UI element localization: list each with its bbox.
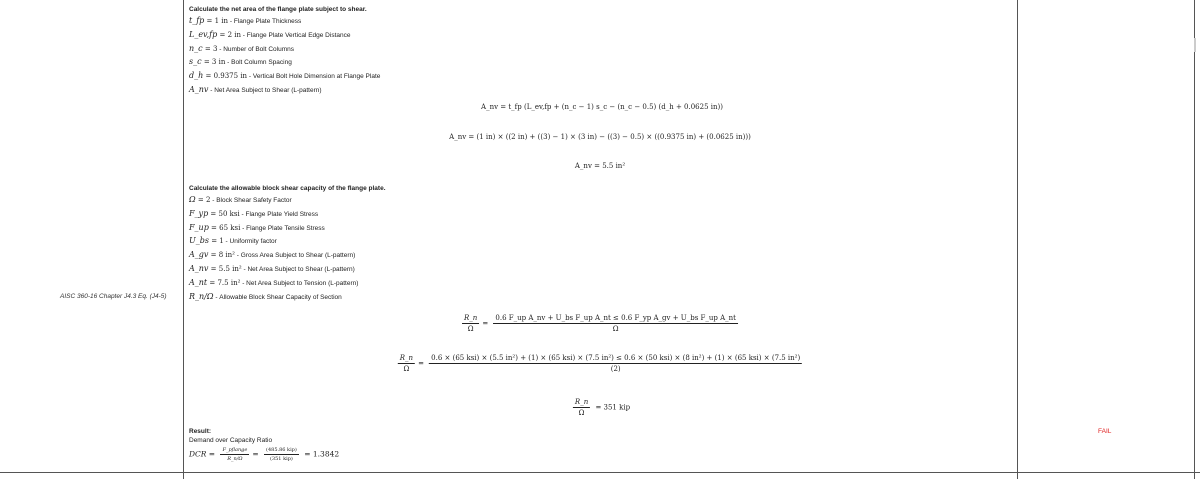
variable-description: - Allowable Block Shear Capacity of Section — [213, 293, 342, 301]
variable-description: - Flange Plate Thickness — [228, 18, 302, 25]
variable-description: - Flange Plate Yield Stress — [239, 210, 319, 218]
variable-row — [189, 84, 1019, 98]
variable-symbol: F_up — [189, 222, 209, 232]
variable-row — [189, 249, 386, 263]
variable-description: - Block Shear Safety Factor — [210, 197, 292, 204]
fraction-numerator: 0.6 F_up A_nv + U_bs F_up A_nt ≤ 0.6 F_yp A_gv + U_bs F_up A_nt — [495, 314, 736, 322]
fraction-numerator: (485.86 kip) — [266, 447, 297, 453]
equation: $\frac{R\_n}{\Omega}$ = 0.6 × (65 ksi) × (5.5 in²) + (1) × (65 ksi) × (7.5 in²) ≤ 0.6 × (50 ksi) × (8 in²) + (1) × (65 ksi) × (7.5 in²) (2) — [399, 354, 801, 373]
variable-row — [189, 235, 386, 249]
fraction-denominator: (351 kip) — [269, 456, 293, 462]
section-2 — [189, 185, 386, 304]
variable-row — [189, 208, 386, 222]
result-label: Result: — [189, 428, 212, 435]
fraction-numerator: F_pflange — [222, 447, 248, 453]
column-divider — [1194, 0, 1195, 479]
result-description: Demand over Capacity Ratio — [189, 437, 273, 444]
variable-description: - Bolt Column Spacing — [225, 59, 292, 67]
scrollbar[interactable] — [1194, 38, 1196, 52]
column-divider — [183, 0, 184, 479]
variable-symbol: n_c — [189, 43, 203, 53]
dcr-label: DCR = — [189, 449, 216, 459]
dcr-equation: DCR = $\frac{\text{F\_pflange}}{R\_n/\Omega}$ = $\frac{\text{(485.86 kip)}}{\text{(351 kip)}}$ = 1.3842 — [189, 447, 340, 462]
variable-value: = 2 in — [217, 30, 241, 39]
fraction-numerator: R_n — [464, 314, 478, 322]
fraction-numerator: R_n — [574, 398, 589, 406]
variable-description: - Uniformity factor — [223, 238, 277, 246]
fraction-denominator: Ω — [467, 325, 474, 333]
fraction-numerator: 0.6 × (65 ksi) × (5.5 in²) + (1) × (65 ksi) × (7.5 in²) ≤ 0.6 × (50 ksi) × (8 in²) + (1) × (65 ksi) × (7.5 in²) — [431, 354, 801, 362]
variable-symbol: A_nt — [189, 277, 208, 287]
status-badge: FAIL — [1098, 428, 1112, 435]
variable-symbol: A_nv — [189, 263, 209, 273]
variable-row — [189, 263, 386, 277]
variable-row — [189, 43, 1019, 57]
variable-symbol: d_h — [189, 71, 204, 81]
variable-symbol: t_fp — [189, 16, 205, 25]
fraction-numerator: R_n — [399, 354, 414, 362]
variable-value: = 65 ksi — [208, 223, 241, 232]
section-heading: Calculate the allowable block shear capacity of the flange plate. — [189, 185, 386, 192]
fraction-denominator: R_n/Ω — [227, 456, 243, 462]
calc-content — [189, 6, 1019, 98]
row-divider — [0, 472, 1200, 473]
variable-row — [189, 277, 386, 291]
variable-value: = 1 — [208, 237, 224, 246]
variable-value: = 50 ksi — [208, 209, 240, 218]
fraction-denominator: Ω — [403, 365, 410, 373]
variable-description: - Gross Area Subject to Shear (L-pattern) — [234, 252, 356, 260]
equation-result: = 351 kip — [595, 403, 631, 412]
section-heading: Calculate the net area of the flange plate subject to shear. — [189, 6, 367, 13]
variable-description: - Net Area Subject to Tension (L-pattern) — [240, 279, 359, 287]
variable-row — [189, 29, 1019, 43]
variable-description: - Net Area Subject to Shear (L-pattern) — [241, 265, 355, 273]
variable-symbol: Ω — [189, 195, 196, 204]
variable-value: = 8 in² — [208, 251, 235, 260]
equation: A_nv = (1 in) × ((2 in) + ((3) − 1) × (3 in) − ((3) − 0.5) × ((0.9375 in) + (0.0625 in))) — [449, 133, 751, 141]
variable-value: = 1 in — [204, 17, 229, 25]
variable-row — [189, 56, 1019, 70]
variable-value: = 2 — [195, 196, 211, 204]
variable-symbol: U_bs — [189, 236, 209, 246]
fraction-denominator: Ω — [612, 325, 619, 333]
variable-row — [189, 70, 1019, 84]
variable-value: = 0.9375 in — [203, 72, 248, 81]
equation: A_nv = t_fp (L_ev,fp + (n_c − 1) s_c − (n_c − 0.5) (d_h + 0.0625 in)) — [481, 103, 723, 111]
variable-row — [189, 222, 386, 236]
variable-list — [189, 15, 1019, 98]
variable-description: - Flange Plate Vertical Edge Distance — [241, 31, 351, 39]
variable-row — [189, 15, 1019, 29]
variable-row — [189, 194, 386, 208]
variable-symbol: A_nv — [189, 84, 209, 94]
dcr-value: = 1.3842 — [304, 449, 340, 459]
result-block — [189, 428, 339, 462]
variable-row — [189, 291, 386, 305]
variable-list — [189, 194, 386, 304]
equation: A_nv = 5.5 in² — [574, 162, 626, 170]
variable-value: = 5.5 in² — [208, 264, 242, 273]
variable-description: - Flange Plate Tensile Stress — [240, 224, 325, 232]
equation — [570, 398, 630, 417]
variable-description: - Number of Bolt Columns — [217, 45, 295, 53]
variable-symbol: F_yp — [189, 208, 209, 218]
variable-value: = 3 — [202, 44, 218, 53]
variable-symbol: R_n/Ω — [189, 291, 214, 301]
variable-symbol: s_c — [189, 57, 202, 67]
variable-description: - Vertical Bolt Hole Dimension at Flange Plate — [247, 73, 381, 81]
variable-value: = 3 in — [201, 58, 226, 67]
reference-label: AISC 360-16 Chapter J4.3 Eq. (J4-5) — [60, 293, 167, 300]
fraction-denominator: Ω — [578, 409, 585, 417]
variable-symbol: A_gv — [189, 250, 209, 260]
variable-symbol: L_ev,fp — [189, 29, 218, 39]
variable-description: - Net Area Subject to Shear (L-pattern) — [208, 86, 322, 94]
equation: $\frac{R\_n}{\Omega}$ = 0.6 F_up A_nv + U_bs F_up A_nt ≤ 0.6 F_yp A_gv + U_bs F_up A_nt Ω — [464, 314, 736, 333]
fraction-denominator: (2) — [610, 365, 621, 373]
variable-value: = 7.5 in² — [207, 278, 241, 287]
